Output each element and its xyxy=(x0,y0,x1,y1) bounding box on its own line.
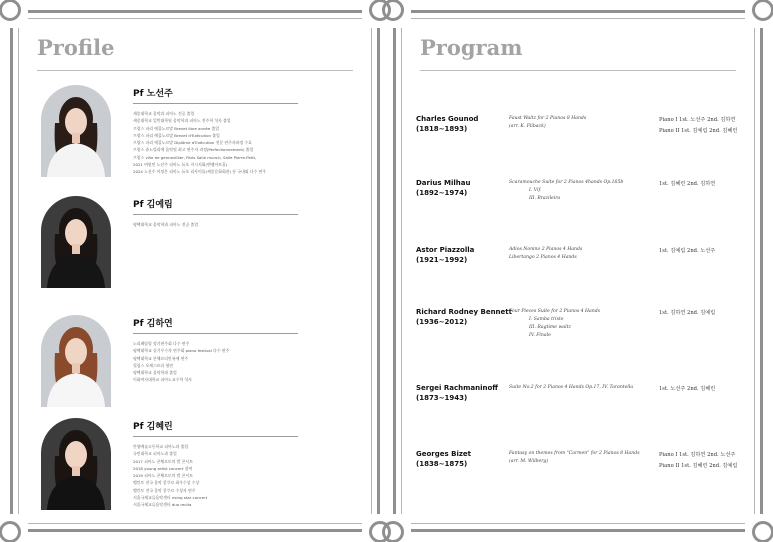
performers xyxy=(659,308,759,319)
work-line: III. Brazileira xyxy=(529,196,561,201)
performer-name: Pf 김예림 xyxy=(133,200,173,210)
works xyxy=(509,179,659,203)
performers xyxy=(659,115,759,137)
bio-line: 평택대학교 음악학과 피아노 전공 졸업 xyxy=(133,222,199,227)
bio-line: 국민대학교 피아노과 졸업 xyxy=(133,451,177,457)
performer-assignment: Piano I 1st. 노선주 2nd. 김하연 xyxy=(659,117,736,123)
work-line: Suite No.2 for 2 Pianos 4 Hands Op.17, IV. Tarantella xyxy=(509,385,634,390)
bio-line: 2018 young artist concert 참여 xyxy=(133,465,193,471)
composer-name: Sergei Rachmaninoff xyxy=(416,384,498,392)
profile-info xyxy=(133,418,361,509)
performer-assignment: 1st. 노선주 2nd. 김혜린 xyxy=(659,386,716,392)
composer-name: Charles Gounod xyxy=(416,115,479,123)
bio-line: 프랑스 파리 에콜노르말 Brevet libre année 졸업 xyxy=(133,125,219,131)
performer-bio xyxy=(133,110,361,176)
performer-name: Pf 김혜린 xyxy=(133,422,173,432)
bio-line: 2024 노선주 이정은 피아노 듀오 리사이틀(세종문화회관) 등 국내외 다수 연주 xyxy=(133,169,267,175)
works xyxy=(509,115,659,131)
profile-page xyxy=(10,10,380,532)
composer-name: Richard Rodney Bennett xyxy=(416,308,512,316)
bio-line: 프랑스 ville de gennevillier, Paris Salle munch, Salle Pierre-Petit, xyxy=(133,154,257,160)
name-divider xyxy=(133,436,298,437)
frame-corner xyxy=(10,514,28,532)
works xyxy=(509,308,659,340)
frame-corner xyxy=(393,514,411,532)
portrait-photo xyxy=(41,418,111,510)
bio-line: 2017 피아노 콘체르토의 밤 콘서트 xyxy=(133,458,193,464)
composer-name: Georges Bizet xyxy=(416,450,472,458)
bio-line: 평택대학교 음악학과 졸업 xyxy=(133,370,177,376)
bio-line: 평택대학교 실기우수자 연주회 piano festival 다수 연주 xyxy=(133,348,230,354)
bio-line: 프랑스 쥬느빌리에 음악원 최고 연주자 과정(Perfectionnement) 졸업 xyxy=(133,147,254,153)
work-line: (arr. M. Wilberg) xyxy=(509,459,549,464)
program-title: Program xyxy=(420,35,523,60)
frame-corner xyxy=(362,10,380,28)
composer-dates: (1838~1875) xyxy=(416,459,468,468)
composer xyxy=(416,384,508,403)
profile-info xyxy=(133,315,361,384)
performer-assignment: 1st. 김하연 2nd. 김예림 xyxy=(659,310,716,316)
bio-line: 프랑스 파리 에콜노르말 Diplôme d'Exécution 전문 연주자과정 수료 xyxy=(133,140,252,146)
bio-line: 이화여자대학교 피아노교수학 석사 xyxy=(133,377,192,383)
bio-line: 서울국제교류음악센터 rising star concert xyxy=(133,495,208,501)
composer-name: Darius Milhau xyxy=(416,179,471,187)
bio-line: 세종대학교 일반대학원 음악학과 피아노 전주학 석사 졸업 xyxy=(133,118,231,124)
profile-title: Profile xyxy=(37,35,115,60)
frame-corner xyxy=(362,514,380,532)
performer-assignment: 1st. 김혜린 2nd. 김하연 xyxy=(659,181,716,187)
composer xyxy=(416,308,512,327)
bio-line: 세종대학교 음악과 피아노 전공 졸업 xyxy=(133,111,195,116)
bio-line: 벨칸토 전국 음악 콩쿠르 수상자 연주 xyxy=(133,487,196,493)
program-page xyxy=(393,10,763,532)
performer-assignment: Piano II 1st. 김혜린 2nd. 김예림 xyxy=(659,463,738,469)
frame-corner xyxy=(745,10,763,28)
bio-line: 노리페달링 정기연주회 다수 연주 xyxy=(133,341,190,346)
frame-corner xyxy=(10,10,28,28)
frame-corner xyxy=(393,10,411,28)
work-line: Scaramouche Suite for 2 Pianos 4hands Op.165b xyxy=(509,180,624,185)
name-divider xyxy=(133,214,298,215)
work-line: Four Pieces Suite for 2 Pianos 4 Hands xyxy=(509,309,601,314)
profile-info xyxy=(133,196,361,228)
work-line: IV. Finale xyxy=(529,333,551,338)
works xyxy=(509,384,659,392)
performer-name: Pf 노선주 xyxy=(133,89,173,99)
performer-bio xyxy=(133,221,361,228)
portrait-photo xyxy=(41,85,111,177)
performer-assignment: Piano II 1st. 김예림 2nd. 김혜린 xyxy=(659,128,738,134)
bio-line: 벨칸토 전국 음악 콩쿠르 최우수상 수상 xyxy=(133,480,200,486)
composer-dates: (1818~1893) xyxy=(416,124,468,133)
name-divider xyxy=(133,103,298,104)
bio-line: 안양예술고등학교 피아노과 졸업 xyxy=(133,444,189,449)
title-divider xyxy=(37,70,353,71)
performer-assignment: 1st. 김예림 2nd. 노선주 xyxy=(659,248,716,254)
work-line: I. Vif. xyxy=(529,188,542,193)
title-divider xyxy=(420,70,736,71)
works xyxy=(509,450,659,466)
work-line: Libertango 2 Pianos 4 Hands xyxy=(509,255,577,260)
work-line: III. Ragtime waltz xyxy=(529,325,571,330)
composer-name: Astor Piazzolla xyxy=(416,246,475,254)
composer xyxy=(416,179,508,198)
composer xyxy=(416,450,508,469)
work-line: Adios Nonino 2 Pianos 4 Hands xyxy=(509,247,583,252)
portrait-photo xyxy=(41,196,111,288)
work-line: Fantasy on themes from "Carmen" for 2 Pianos 8 Hands xyxy=(509,451,640,456)
performer-bio xyxy=(133,443,361,509)
work-line: Faust Waltz for 2 Pianos 8 Hands xyxy=(509,116,587,121)
bio-line: 2019 피아노 콘체르토의 밤 콘서트 xyxy=(133,473,193,479)
composer xyxy=(416,246,508,265)
performer-name: Pf 김하연 xyxy=(133,319,173,329)
work-line: (arr. K. Fliback) xyxy=(509,124,546,129)
composer xyxy=(416,115,508,134)
composer-dates: (1921~1992) xyxy=(416,255,468,264)
performers xyxy=(659,450,759,472)
bio-line: 힐링스 오케스트라 협연 xyxy=(133,362,174,368)
performers xyxy=(659,246,759,257)
portrait-photo xyxy=(41,315,111,407)
name-divider xyxy=(133,333,298,334)
frame-corner xyxy=(745,514,763,532)
bio-line: 프랑스 파리 에콜노르말 Brevet d'Exécution 졸업 xyxy=(133,132,220,138)
bio-line: 2021 여원빈 노선주 피아노 듀오 지시지회(엔젤아트홀) xyxy=(133,162,228,168)
composer-dates: (1892~1974) xyxy=(416,188,468,197)
works xyxy=(509,246,659,262)
performer-assignment: Piano I 1st. 김하연 2nd. 노선주 xyxy=(659,452,736,458)
performer-bio xyxy=(133,340,361,384)
performers xyxy=(659,179,759,190)
bio-line: 평택대학교 콘체르티안쥬에 연주 xyxy=(133,355,189,361)
profile-info xyxy=(133,85,361,176)
composer-dates: (1936~2012) xyxy=(416,317,468,326)
work-line: I. Samba triste xyxy=(529,317,564,322)
composer-dates: (1873~1943) xyxy=(416,393,468,402)
performers xyxy=(659,384,759,395)
bio-line: 서울국제교류음악센터 duo recita xyxy=(133,502,192,508)
